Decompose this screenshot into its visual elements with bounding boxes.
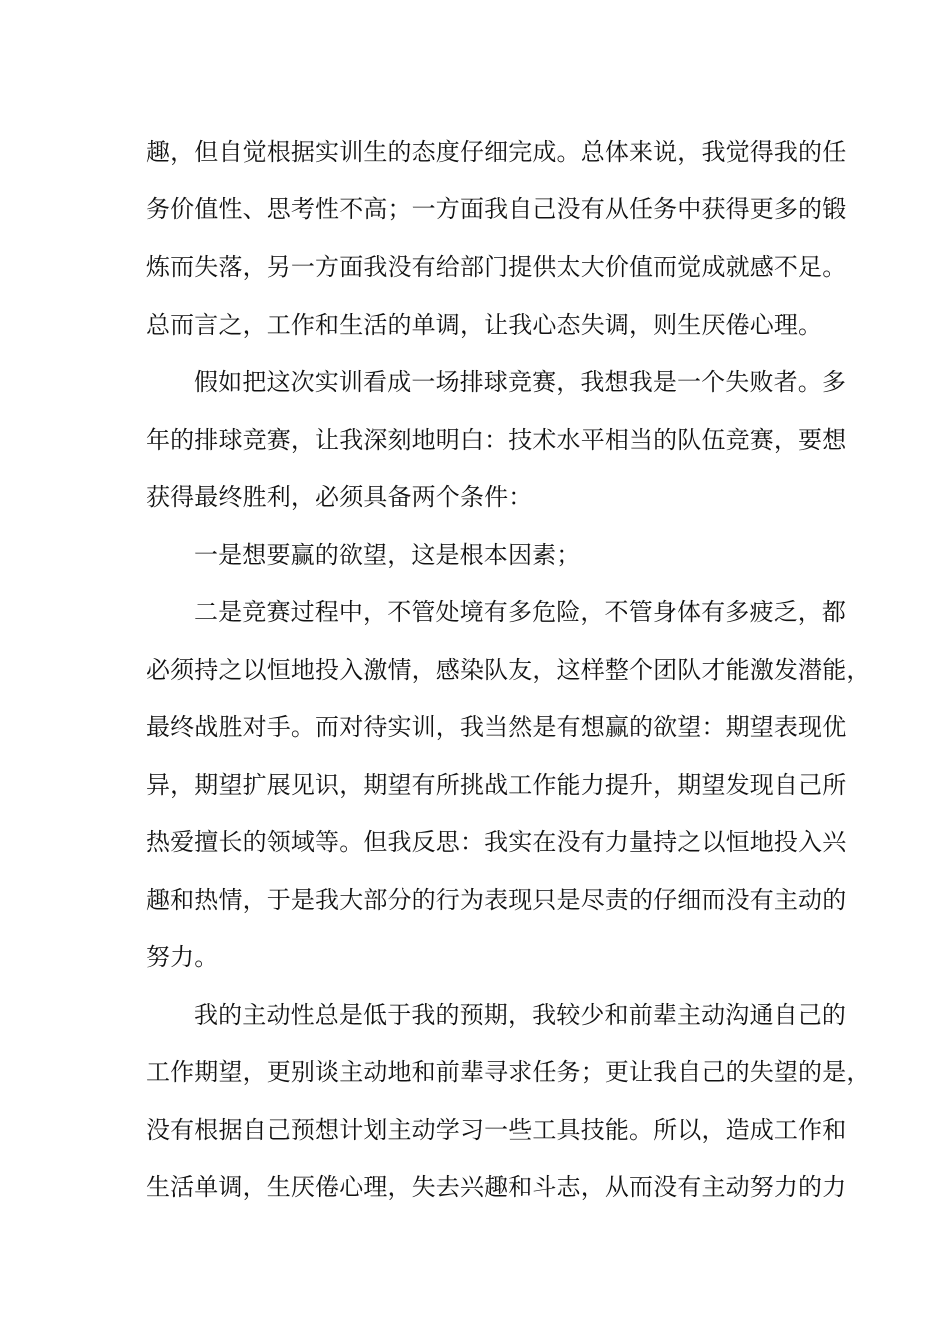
text-line: 热爱擅长的领域等。但我反思：我实在没有力量持之以恒地投入兴 — [146, 828, 847, 856]
text-line: 没有根据自己预想计划主动学习一些工具技能。所以，造成工作和 — [146, 1116, 847, 1144]
paragraph-first-line: 一是想要赢的欲望，这是根本因素； — [194, 541, 581, 569]
text-line: 获得最终胜利，必须具备两个条件： — [146, 483, 533, 511]
text-line: 异，期望扩展见识，期望有所挑战工作能力提升，期望发现自己所 — [146, 771, 847, 799]
text-line: 生活单调，生厌倦心理，失去兴趣和斗志，从而没有主动努力的力 — [146, 1173, 847, 1201]
text-line: 务价值性、思考性不高；一方面我自己没有从任务中获得更多的锻 — [146, 195, 847, 223]
text-line: 趣，但自觉根据实训生的态度仔细完成。总体来说，我觉得我的任 — [146, 138, 847, 166]
text-line: 总而言之，工作和生活的单调，让我心态失调，则生厌倦心理。 — [146, 311, 823, 339]
paragraph-first-line: 二是竞赛过程中，不管处境有多危险，不管身体有多疲乏，都 — [194, 598, 847, 626]
text-line: 年的排球竞赛，让我深刻地明白：技术水平相当的队伍竞赛，要想 — [146, 426, 847, 454]
paragraph-first-line: 我的主动性总是低于我的预期，我较少和前辈主动沟通自己的 — [194, 1001, 847, 1029]
text-line: 工作期望，更别谈主动地和前辈寻求任务；更让我自己的失望的是， — [146, 1058, 871, 1086]
text-line: 炼而失落，另一方面我没有给部门提供太大价值而觉成就感不足。 — [146, 253, 847, 281]
paragraph-first-line: 假如把这次实训看成一场排球竞赛，我想我是一个失败者。多 — [194, 368, 847, 396]
text-line: 最终战胜对手。而对待实训，我当然是有想赢的欲望：期望表现优 — [146, 713, 847, 741]
text-line: 努力。 — [146, 943, 219, 971]
text-line: 趣和热情，于是我大部分的行为表现只是尽责的仔细而没有主动的 — [146, 886, 847, 914]
text-line: 必须持之以恒地投入激情，感染队友，这样整个团队才能激发潜能， — [146, 656, 871, 684]
